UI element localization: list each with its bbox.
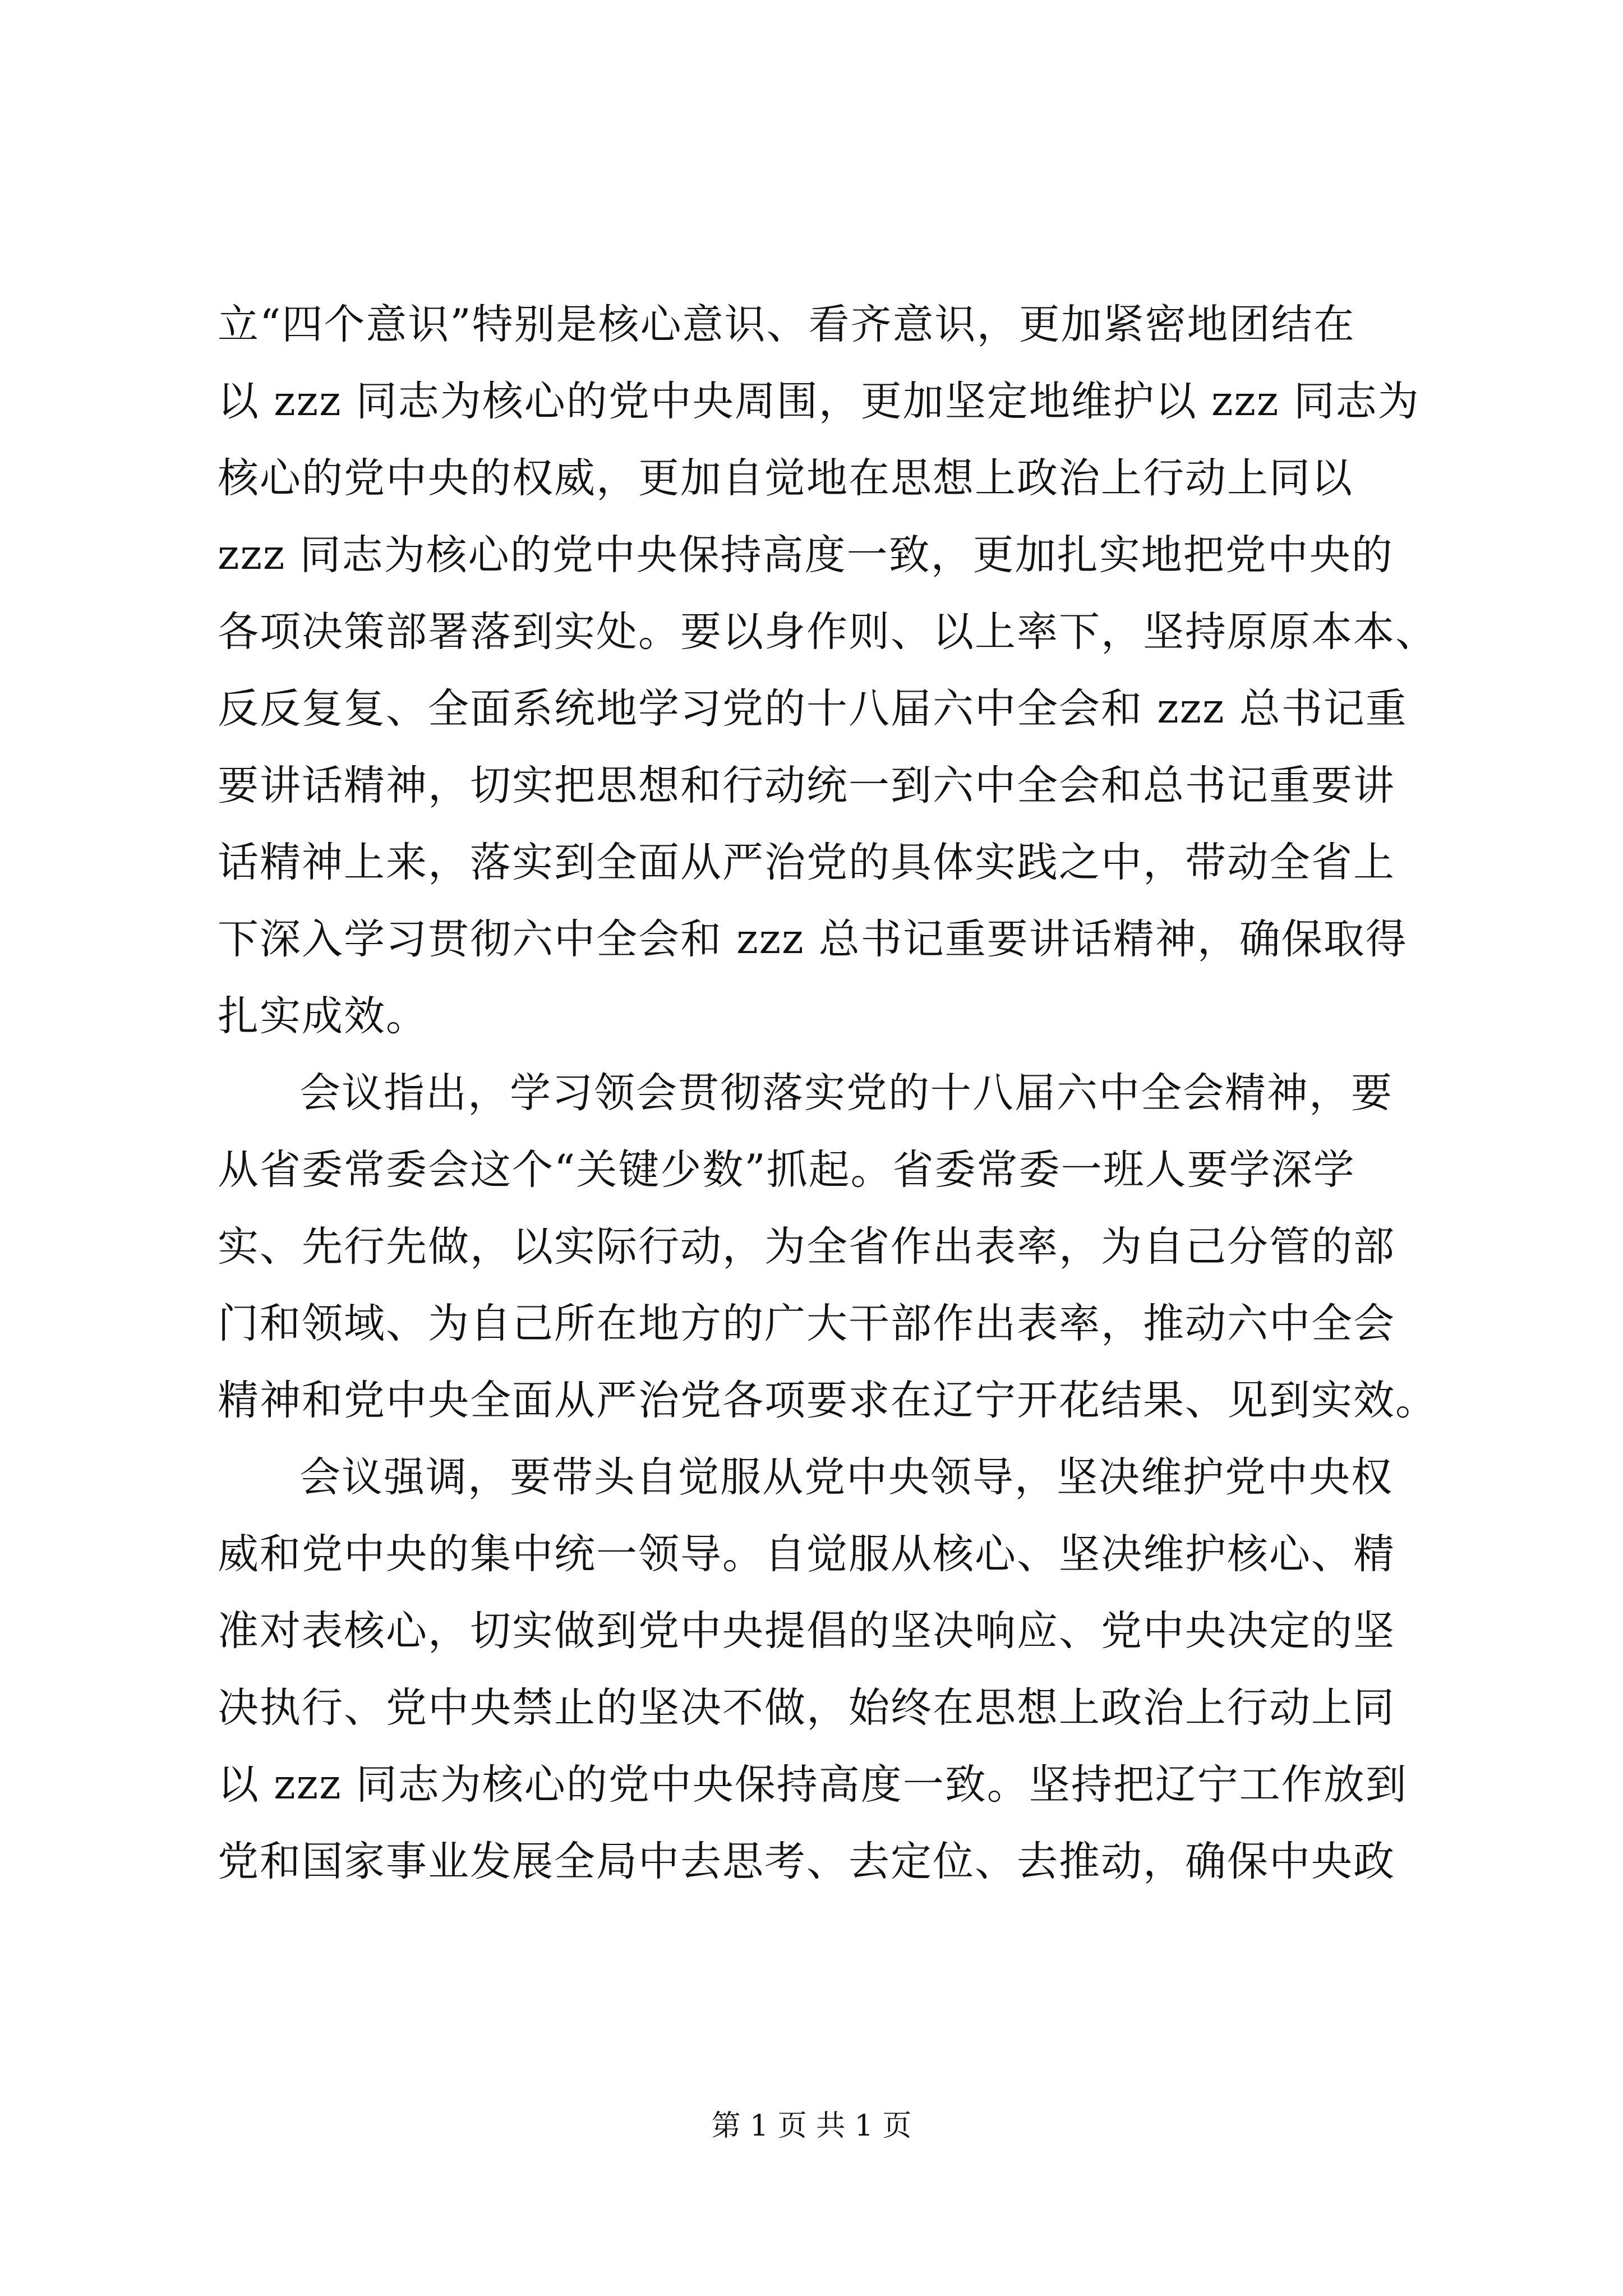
text-line: 党和国家事业发展全局中去思考、去定位、去推动，确保中央政 [218,1838,1395,1885]
text-line: 实、先行先做，以实际行动，为全省作出表率，为自己分管的部 [218,1223,1395,1271]
text-line: 精神和党中央全面从严治党各项要求在辽宁开花结果、见到实效。 [218,1377,1437,1424]
text-line: zzz 同志为核心的党中央保持高度一致，更加扎实地把党中央的 [218,531,1394,579]
text-line: 话精神上来，落实到全面从严治党的具体实践之中，带动全省上 [218,839,1395,886]
text-line: 威和党中央的集中统一领导。自觉服从核心、坚决维护核心、精 [218,1530,1395,1578]
text-line: 以 zzz 同志为核心的党中央保持高度一致。坚持把辽宁工作放到 [218,1761,1408,1809]
text-line: 扎实成效。 [218,992,428,1040]
text-line: 要讲话精神，切实把思想和行动统一到六中全会和总书记重要讲 [218,762,1395,809]
text-line: 门和领域、为自己所在地方的广大干部作出表率，推动六中全会 [218,1300,1395,1347]
text-line: 反反复复、全面系统地学习党的十八届六中全会和 zzz 总书记重 [218,685,1408,733]
text-line: 核心的党中央的权威，更加自觉地在思想上政治上行动上同以 [218,454,1353,502]
text-line: 以 zzz 同志为核心的党中央周围，更加坚定地维护以 zzz 同志为 [218,378,1420,425]
document-body [218,286,1437,1900]
paragraph-first-line: 会议指出，学习领会贯彻落实党的十八届六中全会精神，要 [299,1069,1393,1117]
text-line: 下深入学习贯彻六中全会和 zzz 总书记重要讲话精神，确保取得 [218,915,1408,963]
text-line: 各项决策部署落到实处。要以身作则、以上率下，坚持原原本本、 [218,608,1437,656]
text-line: 准对表核心，切实做到党中央提倡的坚决响应、党中央决定的坚 [218,1607,1395,1655]
text-line: 立“四个意识”特别是核心意识、看齐意识，更加紧密地团结在 [218,301,1355,348]
text-line: 从省委常委会这个“关键少数”抓起。省委常委一班人要学深学 [218,1146,1355,1194]
page-footer: 第 1 页 共 1 页 [711,2109,912,2143]
text-line: 决执行、党中央禁止的坚决不做，始终在思想上政治上行动上同 [218,1684,1395,1732]
paragraph-first-line: 会议强调，要带头自觉服从党中央领导，坚决维护党中央权 [299,1453,1393,1501]
